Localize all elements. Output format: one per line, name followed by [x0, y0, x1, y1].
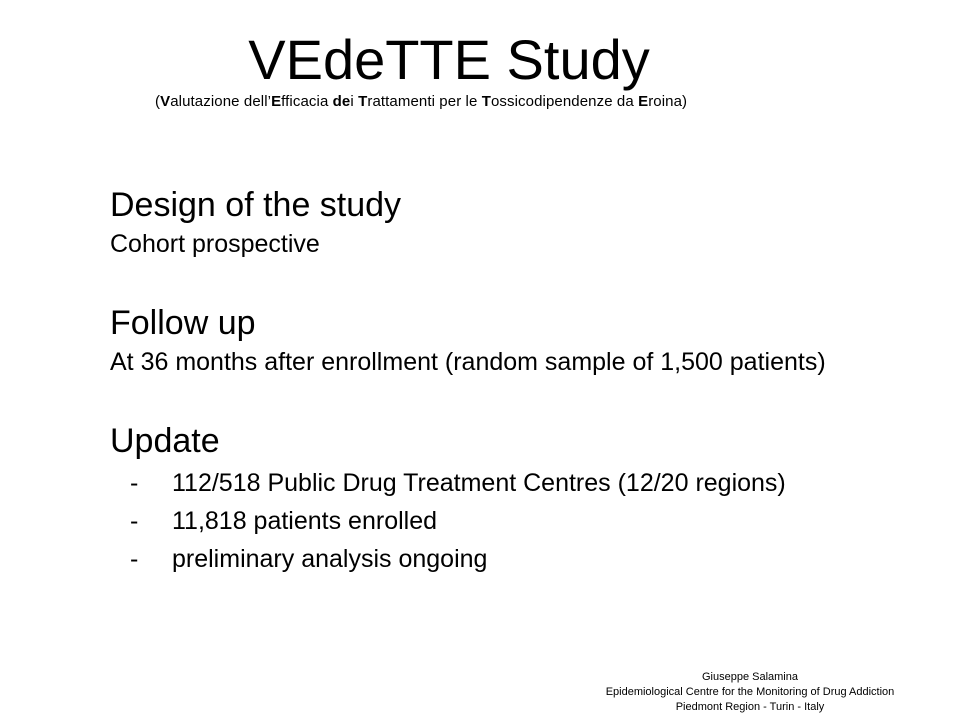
subtitle [155, 93, 687, 110]
list-item-text: 11,818 patients enrolled [172, 507, 438, 535]
footer-location: Piedmont Region - Turin - Italy [675, 701, 825, 713]
update-section [110, 420, 870, 578]
design-section [110, 184, 870, 262]
subtitle-segment: roina) [648, 93, 688, 110]
list-item-text: preliminary analysis ongoing [172, 545, 488, 573]
bullet-dash: - [130, 507, 139, 535]
subtitle-segment: fficacia [281, 93, 333, 110]
bullet-dash: - [130, 545, 139, 573]
list-item [110, 540, 870, 578]
subtitle-initial: E [638, 93, 649, 110]
subtitle-initial: T [481, 93, 491, 110]
subtitle-initial: T [358, 93, 368, 110]
subtitle-segment: i [350, 93, 359, 110]
subtitle-segment: alutazione dell’ [170, 93, 272, 110]
subtitle-segment: ( [155, 93, 161, 110]
slide-content [110, 184, 870, 618]
footer-organization: Epidemiological Centre for the Monitoring of Drug Addiction [605, 686, 895, 698]
follow-up-section [110, 302, 870, 380]
bullet-dash: - [130, 469, 139, 497]
design-text: Cohort prospective [110, 230, 320, 258]
subtitle-initial: V [160, 93, 171, 110]
subtitle-initial: E [271, 93, 282, 110]
subtitle-initial: de [332, 93, 351, 110]
list-item [110, 502, 870, 540]
follow-up-heading: Follow up [110, 304, 256, 342]
slide-title: VEdeTTE Study [248, 28, 650, 91]
footer-author: Giuseppe Salamina [701, 671, 798, 683]
follow-up-text: At 36 months after enrollment (random sample of 1,500 patients) [110, 348, 826, 376]
design-heading: Design of the study [110, 186, 402, 224]
subtitle-segment: ossicodipendenze da [490, 93, 639, 110]
footer-credits [560, 670, 940, 715]
update-list [110, 464, 870, 578]
list-item-text: 112/518 Public Drug Treatment Centres (12/20 regions) [172, 469, 786, 497]
subtitle-segment: rattamenti per le [367, 93, 482, 110]
list-item [110, 464, 870, 502]
update-heading: Update [110, 422, 220, 460]
